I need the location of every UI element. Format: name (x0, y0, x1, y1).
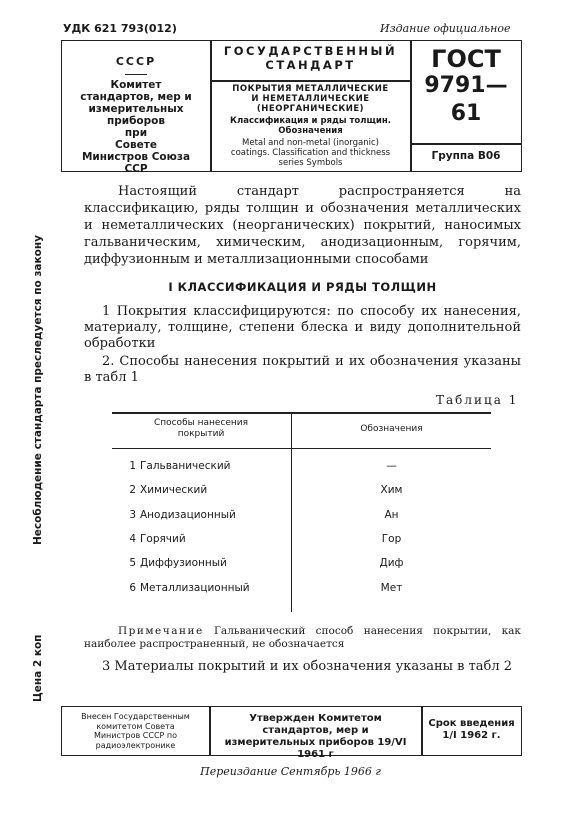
gos-standard (212, 44, 409, 72)
group-label: Группа В06 (431, 150, 501, 162)
side-price: Цена 2 коп (32, 634, 44, 702)
table-top-rule (112, 412, 491, 414)
country: СССР (115, 55, 157, 68)
title-block (214, 84, 407, 168)
paragraph-1: 1 Покрытия классифицируются: по способу их нанесения, материалу, толщине, степени блеска и виду дополнительной обработки (84, 304, 521, 351)
row-code: Хим (380, 484, 403, 496)
center-divider (210, 80, 411, 82)
row-number: 4 (129, 533, 136, 545)
row-method: Диффузионный (140, 557, 227, 569)
table-col1-header (112, 418, 290, 440)
term-date: 1/I 1962 г. (442, 730, 501, 741)
row-code: — (386, 460, 397, 472)
title-en: Metal and non-metal (inorganic) coatings. Classification and thickness series Symbols (230, 138, 391, 168)
row-method: Анодизационный (140, 509, 236, 521)
intro-paragraph: Настоящий стандарт распространяется на классификацию, ряды толщин и обозначения металлических и неметаллических (неорганических) покрытий, наносимых гальваническим, химическим, анодизационным, горячим, диффузионным и металлизационными способами (84, 184, 521, 267)
side-notice: Несоблюдение стандарта преследуется по закону (32, 235, 44, 545)
table-header-rule (112, 448, 491, 449)
row-number: 6 (129, 582, 136, 594)
gost-number: 9791—61 (424, 73, 508, 126)
row-number: 2 (129, 484, 136, 496)
row-method: Гальванический (140, 460, 231, 472)
row-code: Гор (381, 533, 402, 545)
row-code: Ан (384, 509, 399, 521)
note-text: Гальванический способ нанесения покрытии, как наиболее распространенный, не обозначается (84, 625, 521, 650)
gos-line1: ГОСУДАРСТВЕННЫЙ (223, 44, 398, 58)
row-method: Горячий (140, 533, 186, 545)
gos-line2: СТАНДАРТ (265, 58, 356, 72)
term-label: Срок введения (428, 718, 515, 729)
row-number: 1 (129, 460, 136, 472)
pri: при (124, 127, 148, 139)
term (423, 718, 520, 742)
gost-label: ГОСТ (431, 45, 501, 73)
table-caption: Таблица 1 (436, 393, 519, 407)
udk-code: УДК 621 793(012) (63, 22, 177, 35)
approved (211, 713, 420, 761)
left-box (63, 55, 209, 175)
row-number: 3 (129, 509, 136, 521)
paragraph-3: 3 Материалы покрытий и их обозначения указаны в табл 2 (102, 659, 513, 674)
subtitle-ru: Классификация и ряды толщин. Обозначения (230, 116, 391, 136)
row-number: 5 (129, 557, 136, 569)
row-method: Металлизационный (140, 582, 250, 594)
approved-text: Утвержден Комитетом стандартов, мер и измерительных приборов 19/VI 1961 г (224, 713, 407, 760)
group-divider (410, 143, 521, 145)
title-ru: ПОКРЫТИЯ МЕТАЛЛИЧЕСКИЕ И НЕМЕТАЛЛИЧЕСКИЕ (НЕОРГАНИЧЕСКИЕ) (232, 84, 389, 114)
council: Совете Министров Союза ССР (81, 139, 191, 175)
col1-header-text: Способы нанесения покрытий (153, 418, 249, 439)
row-code: Мет (380, 582, 403, 594)
table-col2-header: Обозначения (360, 424, 423, 434)
edition-label: Издание официальное (380, 22, 511, 35)
introduced-by (63, 712, 208, 750)
note-label: Примечание (118, 625, 204, 637)
introduced-by-text: Внесен Государственным комитетом Совета Министров СССР по радиоэлектронике (81, 712, 190, 750)
committee: Комитет стандартов, мер и измерительных приборов (80, 79, 192, 127)
paragraph-2: 2. Способы нанесения покрытий и их обозначения указаны в табл 1 (84, 354, 521, 385)
reprint-note: Переиздание Сентябрь 1966 г (200, 765, 381, 778)
section-title: I КЛАССИФИКАЦИЯ И РЯДЫ ТОЛЩИН (168, 280, 437, 294)
note (84, 625, 521, 651)
row-code: Диф (379, 557, 404, 569)
gost-block (412, 46, 520, 128)
country-rule (125, 74, 147, 75)
row-method: Химический (140, 484, 208, 496)
